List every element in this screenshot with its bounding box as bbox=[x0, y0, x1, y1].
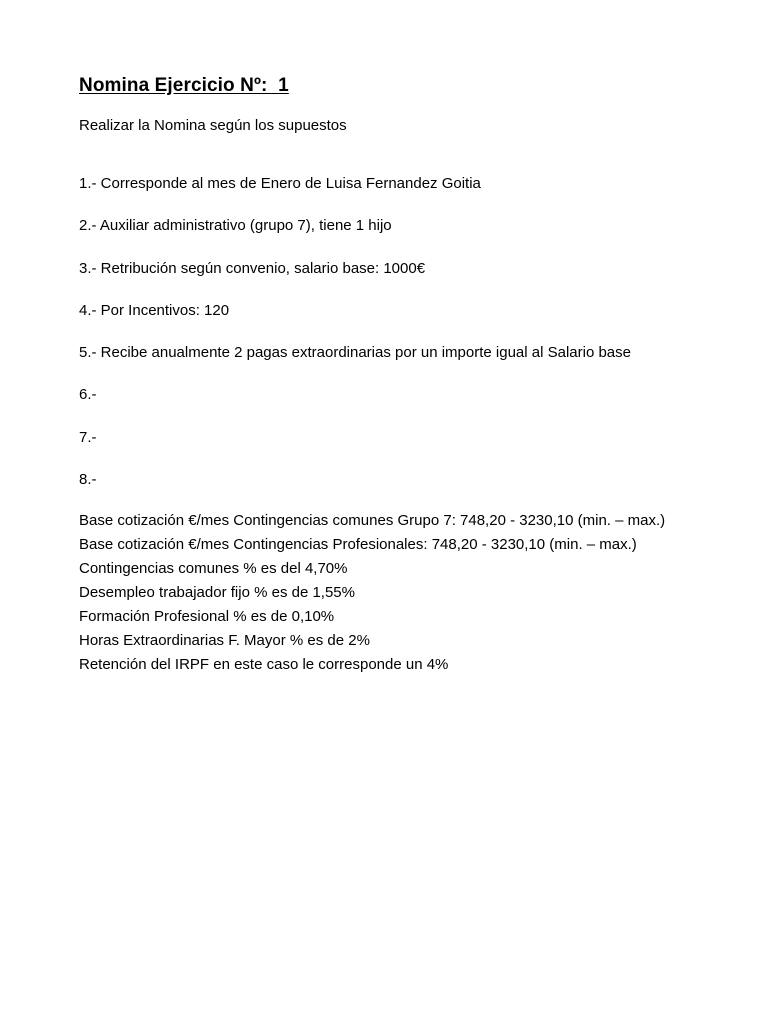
assumptions-list bbox=[79, 175, 631, 513]
parameter-line: Horas Extraordinarias F. Mayor % es de 2% bbox=[79, 632, 370, 649]
assumption-item: 4.- Por Incentivos: 120 bbox=[79, 301, 230, 319]
document-intro: Realizar la Nomina según los supuestos bbox=[79, 117, 347, 134]
assumption-item: 5.- Recibe anualmente 2 pagas extraordinarias por un importe igual al Salario base bbox=[79, 344, 631, 362]
assumption-item: 3.- Retribución según convenio, salario base: 1000€ bbox=[79, 259, 426, 277]
contribution-parameters-list bbox=[79, 512, 665, 680]
parameter-line: Base cotización €/mes Contingencias Profesionales: 748,20 - 3230,10 (min. – max.) bbox=[79, 536, 637, 553]
assumption-item: 2.- Auxiliar administrativo (grupo 7), tiene 1 hijo bbox=[79, 217, 392, 235]
document-title: Nomina Ejercicio Nº: 1 bbox=[79, 75, 289, 96]
parameter-line: Base cotización €/mes Contingencias comunes Grupo 7: 748,20 - 3230,10 (min. – max.) bbox=[79, 512, 666, 529]
assumption-item: 8.- bbox=[79, 471, 97, 489]
assumption-item: 6.- bbox=[79, 386, 97, 404]
parameter-line: Contingencias comunes % es del 4,70% bbox=[79, 560, 348, 577]
parameter-line: Retención del IRPF en este caso le corresponde un 4% bbox=[79, 656, 449, 673]
assumption-item: 1.- Corresponde al mes de Enero de Luisa Fernandez Goitia bbox=[79, 175, 481, 192]
parameter-line: Formación Profesional % es de 0,10% bbox=[79, 608, 335, 625]
assumption-item: 7.- bbox=[79, 428, 97, 446]
parameter-line: Desempleo trabajador fijo % es de 1,55% bbox=[79, 584, 355, 601]
